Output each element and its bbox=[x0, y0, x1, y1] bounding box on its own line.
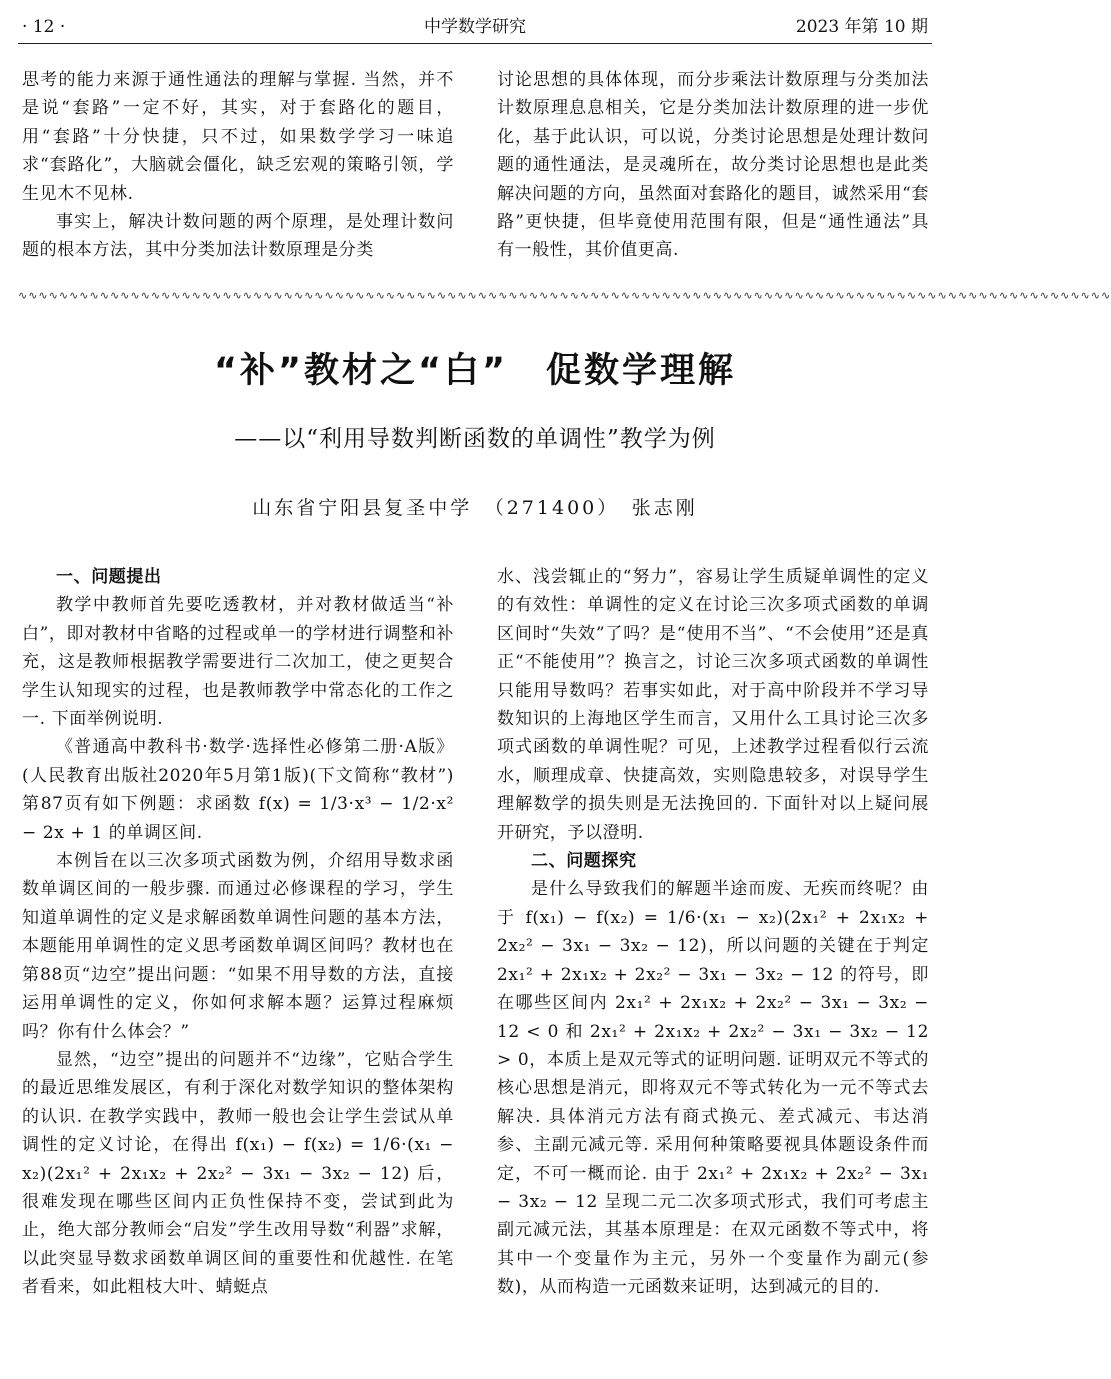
ornamental-divider: ∿∿∿∿∿∿∿∿∿∿∿∿∿∿∿∿∿∿∿∿∿∿∿∿∿∿∿∿∿∿∿∿∿∿∿∿∿∿∿∿∿∿∿∿∿∿∿∿∿∿∿∿∿∿∿∿∿∿∿∿∿∿∿∿∿∿∿∿∿∿∿∿∿∿∿∿∿∿∿∿∿∿∿∿∿∿∿∿∿∿∿∿∿∿∿∿∿∿∿∿∿∿∿∿∿∿∿ bbox=[18, 289, 1111, 302]
body-left-column bbox=[22, 563, 454, 1302]
top-left-paragraph: 事实上，解决计数问题的两个原理，是处理计数问题的根本方法，其中分类加法计数原理是分类 bbox=[22, 212, 454, 261]
header-rule bbox=[18, 43, 932, 44]
author-affiliation: 山东省宁阳县复圣中学 （271400） 张志刚 bbox=[252, 497, 698, 519]
article-subtitle: ——以“利用导数判断函数的单调性”教学为例 bbox=[234, 426, 716, 452]
top-left-paragraph: 思考的能力来源于通性通法的理解与掌握. 当然，并不是说“套路”一定不好，其实，对于套路化的题目，用“套路”十分快捷，只不过，如果数学学习一味追求“套路化”，大脑就会僵化，缺乏宏观的策略引领，学生见木不见林. bbox=[22, 70, 454, 204]
running-header bbox=[22, 14, 928, 40]
article-title: “补”教材之“白” 促数学理解 bbox=[213, 351, 736, 391]
body-paragraph: 本例旨在以三次多项式函数为例，介绍用导数求函数单调区间的一般步骤. 而通过必修课程的学习，学生知道单调性的定义是求解函数单调性问题的基本方法，本题能用单调性的定义思考函数单调区间吗？教材也在第88页“边空”提出问题：“如果不用导数的方法，直接运用单调性的定义，你如何求解本题？运算过程麻烦吗？你有什么体会？” bbox=[22, 851, 454, 1042]
section-heading: 二、问题探究 bbox=[531, 851, 637, 872]
body-paragraph: 《普通高中教科书·数学·选择性必修第二册·A版》(人民教育出版社2020年5月第1版)(下文简称“教材”)第87页有如下例题：求函数 f(x) = 1/3·x³ − 1/2·x² − 2x + 1 的单调区间. bbox=[22, 737, 454, 843]
body-paragraph: 教学中教师首先要吃透教材，并对教材做适当“补白”，即对教材中省略的过程或单一的学材进行调整和补充，这是教师根据教学需要进行二次加工，使之更契合学生认知现实的过程，也是教师教学中常态化的工作之一. 下面举例说明. bbox=[22, 595, 454, 730]
page-number: · 12 · bbox=[22, 17, 66, 37]
top-left-column bbox=[22, 66, 454, 265]
body-paragraph: 显然，“边空”提出的问题并不“边缘”，它贴合学生的最近思维发展区，有利于深化对数学知识的整体架构的认识. 在教学实践中，教师一般也会让学生尝试从单调性的定义讨论，在得出 f(x₁) − f(x₂) = 1/6·(x₁ − x₂)(2x₁² + 2x₁x₂ + 2x₂² − 3x₁ − 3x₂ − 12) 后，很难发现在哪些区间内正负性保持不变，尝试到此为止，绝大部分教师会“启发”学生改用导数“利器”求解，以此突显导数求函数单调区间的重要性和优越性. 在笔者看来，如此粗枝大叶、蜻蜓点 bbox=[22, 1049, 454, 1298]
top-right-paragraph: 讨论思想的具体体现，而分步乘法计数原理与分类加法计数原理息息相关，它是分类加法计数原理的进一步优化，基于此认识，可以说，分类讨论思想是处理计数问题的通性通法，是灵魂所在，故分类讨论思想也是此类解决问题的方向，虽然面对套路化的题目，诚然采用“套路”更快捷，但毕竟使用范围有限，但是“通性通法”具有一般性，其价值更高. bbox=[497, 70, 929, 261]
journal-name: 中学数学研究 bbox=[424, 17, 526, 37]
top-right-column bbox=[497, 66, 929, 265]
body-paragraph: 水、浅尝辄止的“努力”，容易让学生质疑单调性的定义的有效性：单调性的定义在讨论三次多项式函数的单调区间时“失效”了吗？是“使用不当”、“不会使用”还是真正“不能使用”？换言之，讨论三次多项式函数的单调性只能用导数吗？若事实如此，对于高中阶段并不学习导数知识的上海地区学生而言，又用什么工具讨论三次多项式函数的单调性呢？可见，上述教学过程看似行云流水，顺理成章、快捷高效，实则隐患较多，对误导学生理解数学的损失则是无法挽回的. 下面针对以上疑问展开研究，予以澄明. bbox=[497, 567, 929, 843]
body-paragraph: 是什么导致我们的解题半途而废、无疾而终呢？由于 f(x₁) − f(x₂) = 1/6·(x₁ − x₂)(2x₁² + 2x₁x₂ + 2x₂² − 3x₁ − 3x₂ − 12)，所以问题的关键在于判定 2x₁² + 2x₁x₂ + 2x₂² − 3x₁ − 3x₂ − 12 的符号，即在哪些区间内 2x₁² + 2x₁x₂ + 2x₂² − 3x₁ − 3x₂ − 12 < 0 和 2x₁² + 2x₁x₂ + 2x₂² − 3x₁ − 3x₂ − 12 > 0，本质上是双元等式的证明问题. 证明双元不等式的核心思想是消元，即将双元不等式转化为一元不等式去解决. 具体消元方法有商式换元、差式减元、韦达消参、主副元减元等. 采用何种策略要视具体题设条件而定，不可一概而论. 由于 2x₁² + 2x₁x₂ + 2x₂² − 3x₁ − 3x₂ − 12 呈现二元二次多项式形式，我们可考虑主副元减元法，其基本原理是：在双元函数不等式中，将其中一个变量作为主元，另外一个变量作为副元(参数)，从而构造一元函数来证明，达到减元的目的. bbox=[497, 879, 929, 1298]
issue-label: 2023 年第 10 期 bbox=[795, 17, 928, 37]
body-right-column bbox=[497, 563, 929, 1302]
section-heading: 一、问题提出 bbox=[56, 567, 162, 587]
